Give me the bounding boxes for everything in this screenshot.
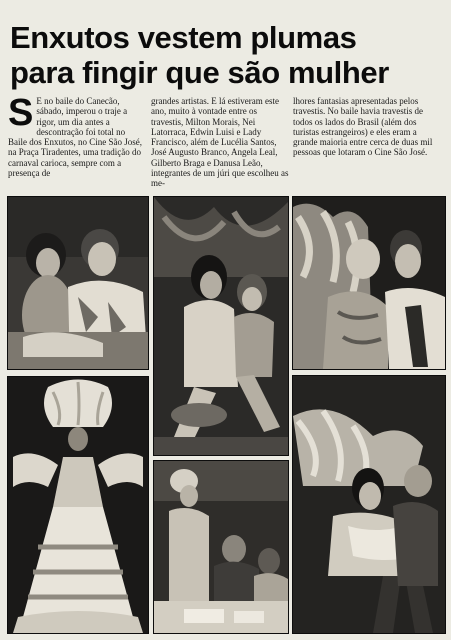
column-2-text: grandes artistas. E lá estiveram este ano, muito à vontade entre os travestis, Milton Morais, Nei Latorraca, Edwin Luisi e Lady Francisco, além de Lucélia Santos, José Augusto Branco, Angela Leal, Gilberto Braga e Danusa Leão, integrantes de um júri que escolheu as me- xyxy=(151,96,289,189)
column-1-text: E no baile do Canecão, sábado, imperou o traje a rigor, um dia antes a descontração foi total no Baile dos Enxutos, no Cine São José, na Praça Tiradentes, uma tradição do carnaval carioca, sempre com a presença de xyxy=(8,96,142,179)
photo-two-women-seated xyxy=(153,196,289,456)
photo-man-carrying-woman xyxy=(292,375,446,634)
text-column-3 xyxy=(293,96,443,158)
headline-line-1: Enxutos vestem plumas xyxy=(10,20,357,55)
drop-cap: S xyxy=(8,92,34,134)
text-column-2 xyxy=(151,96,289,189)
photo-group-at-table xyxy=(153,460,289,634)
photo-kiss-feathered-costume xyxy=(292,196,446,370)
photo-white-feather-gown xyxy=(7,376,149,634)
photo-couple-at-table xyxy=(7,196,149,370)
text-column-1 xyxy=(8,92,146,179)
article-headline xyxy=(10,20,446,90)
headline-line-2: para fingir que são mulher xyxy=(10,55,389,90)
column-3-text: lhores fantasias apresentadas pelos travestis. No baile havia travestis de todos os lados do Brasil (além dos turistas estrangeiros) e eles eram a grande maioria entre cerca de duas mil pessoas que lotaram o Cine São José. xyxy=(293,96,433,158)
